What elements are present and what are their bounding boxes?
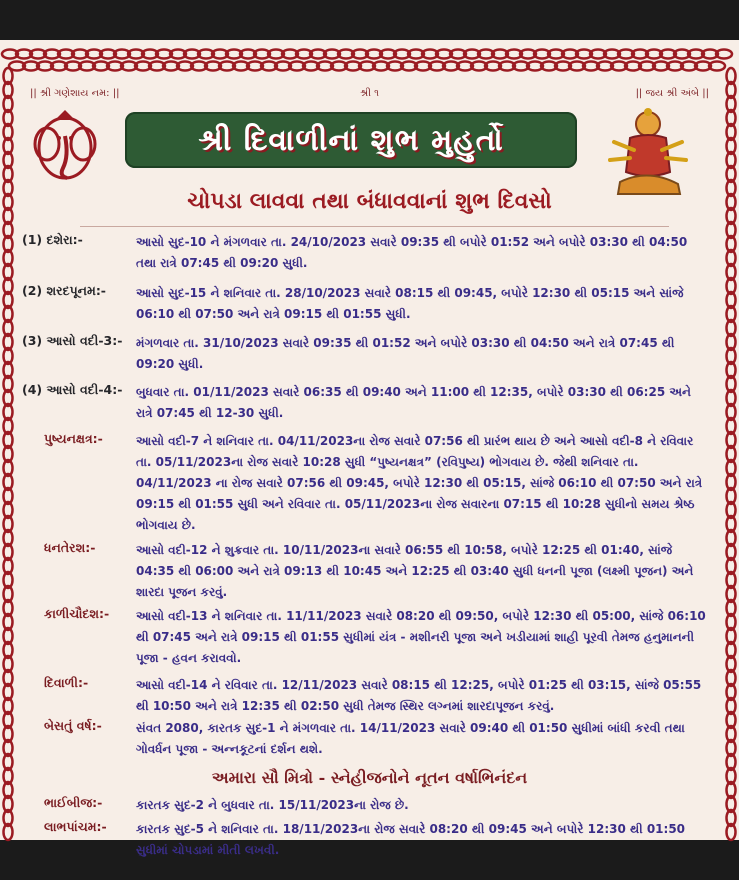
entry-label: ધનતેરશ:-: [44, 540, 96, 555]
entry-label: (2) શરદપૂનમ:-: [22, 283, 106, 298]
invocation-shri: શ્રી ૧: [359, 88, 380, 99]
entry-text: આસો સુદ-15 ને શનિવાર તા. 28/10/2023 સવારે 08:15 થી 09:45, બપોરે 12:30 થી 05:15 અને સાંજે 06:10 થી 07:50 અને રાત્રે 09:15 થી 01:55 સુધી.: [136, 286, 684, 321]
entry-text: કારતક સુદ-5 ને શનિવાર તા. 18/11/2023ના રોજ સવારે 08:20 થી 09:45 અને બપોરે 12:30 થી 01:50 સુધીમાં ચોપડામાં મીતી લખવી.: [136, 822, 686, 857]
invocation-ganesh: || શ્રી ગણેશાય નમ: ||: [30, 88, 120, 99]
divider: [80, 226, 669, 227]
poster: [0, 40, 739, 857]
entry-text: આસો સુદ-10 ને મંગળવાર તા. 24/10/2023 સવારે 09:35 થી બપોરે 01:52 અને બપોરે 03:30 થી 04:50 તથા રાત્રે 07:45 થી 09:20 સુધી.: [136, 235, 688, 270]
goddess-ambe-icon: [600, 102, 695, 197]
entry-label: (3) આસો વદી-3:-: [22, 333, 123, 348]
page-subtitle: ચોપડા લાવવા તથા બંધાવવાનાં શુભ દિવસો: [187, 188, 552, 214]
entry-label: (1) દશેરા:-: [22, 232, 83, 247]
page-title: શ્રી દિવાળીનાં શુભ મુહુર્તો: [198, 122, 504, 158]
entry-text: કારતક સુદ-2 ને બુધવાર તા. 15/11/2023ના રોજ છે.: [136, 798, 409, 812]
entry-text: આસો વદી-7 ને શનિવાર તા. 04/11/2023ના રોજ સવારે 07:56 થી પ્રારંભ થાય છે અને આસો વદી-8 ને રવિવાર તા. 05/11/2023ના રોજ સવારે 10:28 સુધી “પુષ્યનક્ષત્ર” (રવિપુષ્ય) ભોગવાય છે. જેથી શનિવાર તા. 04/11/2023 ના રોજ સવારે 07:56 થી 09:45, બપોરે 12:30 થી 05:15, સાંજે 06:10 થી 07:50 અને રાત્રે 09:15 થી 01:55 સુધી અને રવિવાર તા. 05/11/2023ના રોજ સવારના 07:15 થી 10:28 સુધીનો સમય શ્રેષ્ઠ ભોગવાય છે.: [136, 434, 703, 532]
entry-text: આસો વદી-13 ને શનિવાર તા. 11/11/2023 સવારે 08:20 થી 09:50, બપોરે 12:30 થી 05:00, સાંજે 06:10 થી 07:45 અને રાત્રે 09:15 થી 01:55 સુધીમાં યંત્ર - મશીનરી પૂજા અને ખડીયામાં શાહી પૂરવી તેમજ હનુમાનની પૂજા - હવન કરાવવો.: [136, 609, 706, 665]
entry-text: આસો વદી-12 ને શુક્રવાર તા. 10/11/2023ના સવારે 06:55 થી 10:58, બપોરે 12:25 થી 01:40, સાંજે 04:35 થી 06:00 અને રાત્રે 09:13 થી 10:45 અને 12:25 થી 03:40 સુધી ધનની પૂજા (લક્ષ્મી પૂજન) અને શારદા પૂજન કરવું.: [136, 543, 694, 599]
entry-text: આસો વદી-14 ને રવિવાર તા. 12/11/2023 સવારે 08:15 થી 12:25, બપોરે 01:25 થી 03:15, સાંજે 05:55 થી 10:50 અને રાત્રે 12:35 થી 02:50 સુધી તેમજ સ્થિર લગ્નમાં શારદાપૂજન કરવું.: [136, 678, 702, 713]
new-year-greeting: અમારા સૌ મિત્રો - સ્નેહીજનોને નૂતન વર્ષાભિનંદન: [211, 768, 528, 787]
entry-label: (4) આસો વદી-4:-: [22, 382, 123, 397]
entry-label: ભાઈબીજ:-: [44, 795, 103, 810]
title-banner: [125, 112, 577, 168]
entry-label: બેસતું વર્ષ:-: [44, 718, 102, 733]
entry-label: લાભપાંચમ:-: [44, 819, 107, 834]
entry-text: સંવત 2080, કારતક સુદ-1 ને મંગળવાર તા. 14/11/2023 સવારે 09:40 થી 01:50 સુધીમાં બાંધી કરવી તથા ગોવર્ધન પૂજા - અન્નકૂટનાં દર્શન થશે.: [136, 721, 685, 756]
entry-label: કાળીચૌદશ:-: [44, 606, 110, 621]
entry-label: પુષ્યનક્ષત્ર:-: [44, 431, 103, 446]
ganesha-icon: [25, 106, 105, 186]
invocation-ambe: || જય શ્રી અંબે ||: [635, 88, 709, 99]
entry-text: મંગળવાર તા. 31/10/2023 સવારે 09:35 થી 01:52 અને બપોરે 03:30 થી 04:50 અને રાત્રે 07:45 થી 09:20 સુધી.: [136, 336, 675, 371]
entry-label: દિવાળી:-: [44, 675, 89, 690]
entry-text: બુધવાર તા. 01/11/2023 સવારે 06:35 થી 09:40 અને 11:00 થી 12:35, બપોરે 03:30 થી 06:25 અને રાત્રે 07:45 થી 12-30 સુધી.: [136, 385, 691, 420]
